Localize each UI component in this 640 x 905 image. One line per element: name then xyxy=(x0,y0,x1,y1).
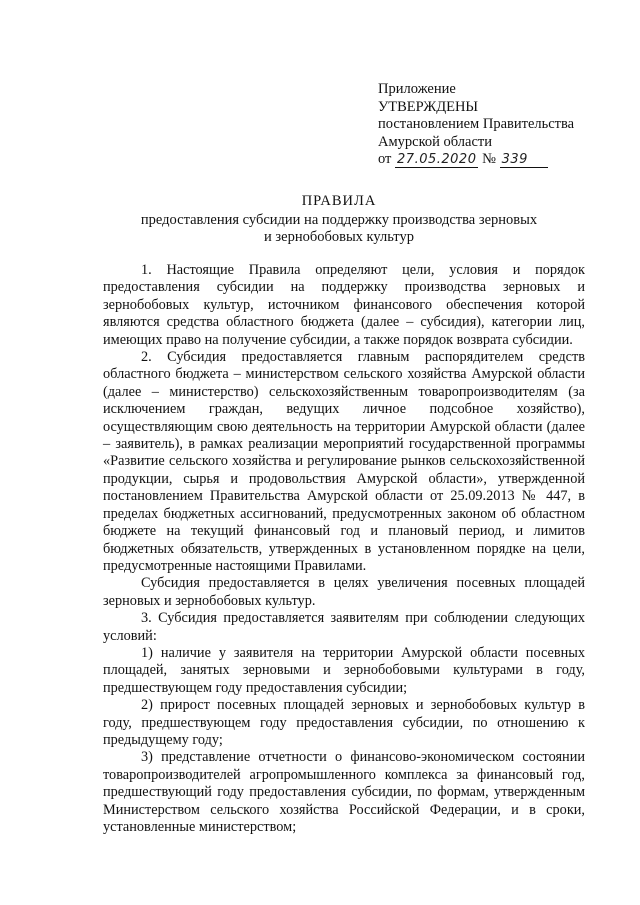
approval-header xyxy=(378,81,574,169)
region-label: Амурской области xyxy=(378,133,492,150)
paragraph: 2) прирост посевных площадей зерновых и зернобобовых культур в году, предшествующем году предоставления субсидии, по отношению к предыдущему году; xyxy=(103,697,585,748)
document-body xyxy=(103,262,585,836)
paragraph: 3. Субсидия предоставляется заявителям при соблюдении следующих условий: xyxy=(103,610,585,644)
handwritten-date: 27.05.2020 xyxy=(397,152,477,167)
date-number-line xyxy=(378,151,574,169)
date-prefix: от xyxy=(378,151,392,167)
handwritten-number: 339 xyxy=(500,153,548,168)
document-title xyxy=(100,193,578,246)
paragraph: Субсидия предоставляется в целях увеличения посевных площадей зерновых и зернобобовых культур. xyxy=(103,575,585,609)
title-sub-line-2: и зернобобовых культур xyxy=(264,229,414,245)
appendix-label: Приложение xyxy=(378,81,456,97)
paragraph: 2. Субсидия предоставляется главным распорядителем средств областного бюджета – министерством сельского хозяйства Амурской области (далее – министерство) сельскохозяйственным товаропроизводителям (за исключением граждан, ведущих личное подсобное хозяйство), осуществляющим свою деятельность на территории Амурской области (далее – заявитель), в рамках реализации мероприятий государственной программы «Развитие сельского хозяйства и регулирование рынков сельскохозяйственной продукции, сырья и продовольствия Амурской области», утвержденной постановлением Правительства Амурской области от 25.09.2013 № 447, в пределах бюджетных ассигнований, предусмотренных законом об областном бюджете на текущий финансовый год и плановый период, и лимитов бюджетных обязательств, утвержденных в установленном порядке на цели, предусмотренные настоящими Правилами. xyxy=(103,349,585,574)
paragraph: 3) представление отчетности о финансово-экономическом состоянии товаропроизводителей агропромышленного комплекса за финансовый год, предшествующий году предоставления субсидии, по формам, утвержденным Министерством сельского хозяйства Российской Федерации, и в сроки, установленные министерством; xyxy=(103,749,585,835)
approved-label: УТВЕРЖДЕНЫ xyxy=(378,98,479,115)
resolution-label: постановлением Правительства xyxy=(378,116,575,132)
title-sub-line-1: предоставления субсидии на поддержку производства зерновых xyxy=(140,212,538,228)
paragraph: 1. Настоящие Правила определяют цели, условия и порядок предоставления субсидии на поддержку производства зерновых и зернобобовых культур, источником финансового обеспечения которой являются средства областного бюджета (далее – субсидия), категории лиц, имеющих право на получение субсидии, а также порядок возврата субсидии. xyxy=(103,262,585,348)
paragraph: 1) наличие у заявителя на территории Амурской области посевных площадей, занятых зерновыми и зернобобовыми культурами в году, предшествующем году предоставления субсидии; xyxy=(103,644,585,696)
title-main: ПРАВИЛА xyxy=(301,193,377,209)
number-prefix: № xyxy=(482,151,496,167)
